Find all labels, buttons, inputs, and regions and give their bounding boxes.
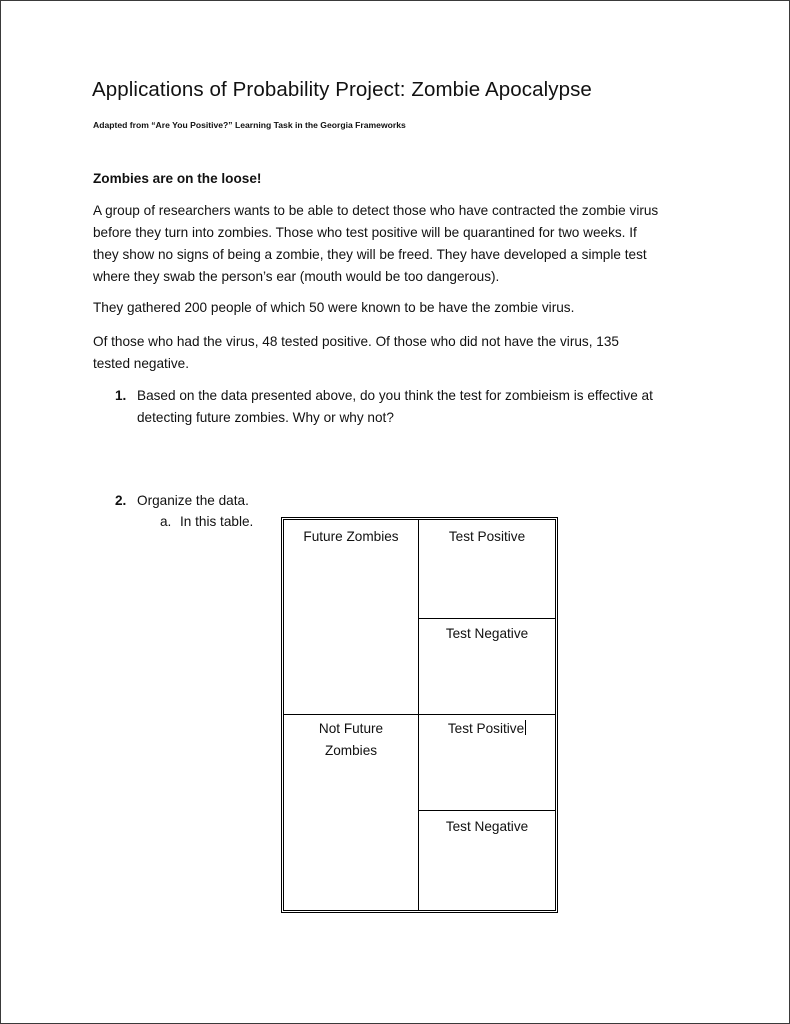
- text-cursor: [525, 720, 526, 735]
- question-text: [137, 385, 653, 429]
- table-group-divider: [284, 714, 555, 715]
- paragraph-line: tested negative.: [93, 356, 189, 371]
- question-number: 2.: [115, 493, 127, 508]
- document-subtitle: Adapted from “Are You Positive?” Learning Task in the Georgia Frameworks: [93, 120, 406, 130]
- paragraph-line: They gathered 200 people of which 50 were known to be have the zombie virus.: [93, 300, 575, 315]
- future-zombies-test-positive[interactable]: Test Positive: [448, 529, 526, 544]
- paragraph-line: they show no signs of being a zombie, they will be freed. They have developed a simple test: [93, 247, 647, 262]
- table-row-divider: [419, 618, 555, 619]
- question-text: Organize the data.: [137, 493, 249, 508]
- question-1: [115, 385, 755, 429]
- results-paragraph: [93, 331, 753, 375]
- table-row-divider: [419, 810, 555, 811]
- question-line: Based on the data presented above, do you think the test for zombieism is effective at: [137, 388, 653, 403]
- not-future-zombies-test-negative[interactable]: Test Negative: [445, 819, 529, 834]
- future-zombies-test-negative[interactable]: Test Negative: [445, 626, 529, 641]
- question-2: [115, 490, 315, 512]
- label-line: Zombies: [324, 743, 378, 758]
- paragraph-line: before they turn into zombies. Those who test positive will be quarantined for two weeks. If: [93, 225, 637, 240]
- table-column-divider: [418, 520, 419, 910]
- sub-question-text: In this table.: [180, 514, 254, 529]
- cell-text: Test Positive: [447, 721, 525, 736]
- paragraph-line: A group of researchers wants to be able to detect those who have contracted the zombie virus: [93, 203, 659, 218]
- data-paragraph: [93, 297, 753, 319]
- paragraph-line: where they swab the person’s ear (mouth would be too dangerous).: [93, 269, 500, 284]
- question-number: 1.: [115, 388, 127, 403]
- not-future-zombies-test-positive[interactable]: [419, 718, 555, 740]
- question-line: detecting future zombies. Why or why not?: [137, 410, 394, 425]
- document-title: Applications of Probability Project: Zombie Apocalypse: [92, 78, 592, 101]
- label-line: Not Future: [318, 721, 384, 736]
- sub-question-label: a.: [160, 514, 172, 529]
- intro-paragraph: [93, 200, 753, 288]
- not-future-zombies-label: [284, 718, 418, 762]
- section-heading: Zombies are on the loose!: [93, 171, 262, 186]
- future-zombies-label: Future Zombies: [303, 529, 399, 544]
- data-table: [281, 517, 558, 913]
- paragraph-line: Of those who had the virus, 48 tested positive. Of those who did not have the virus, 135: [93, 334, 619, 349]
- question-2a: [160, 511, 280, 533]
